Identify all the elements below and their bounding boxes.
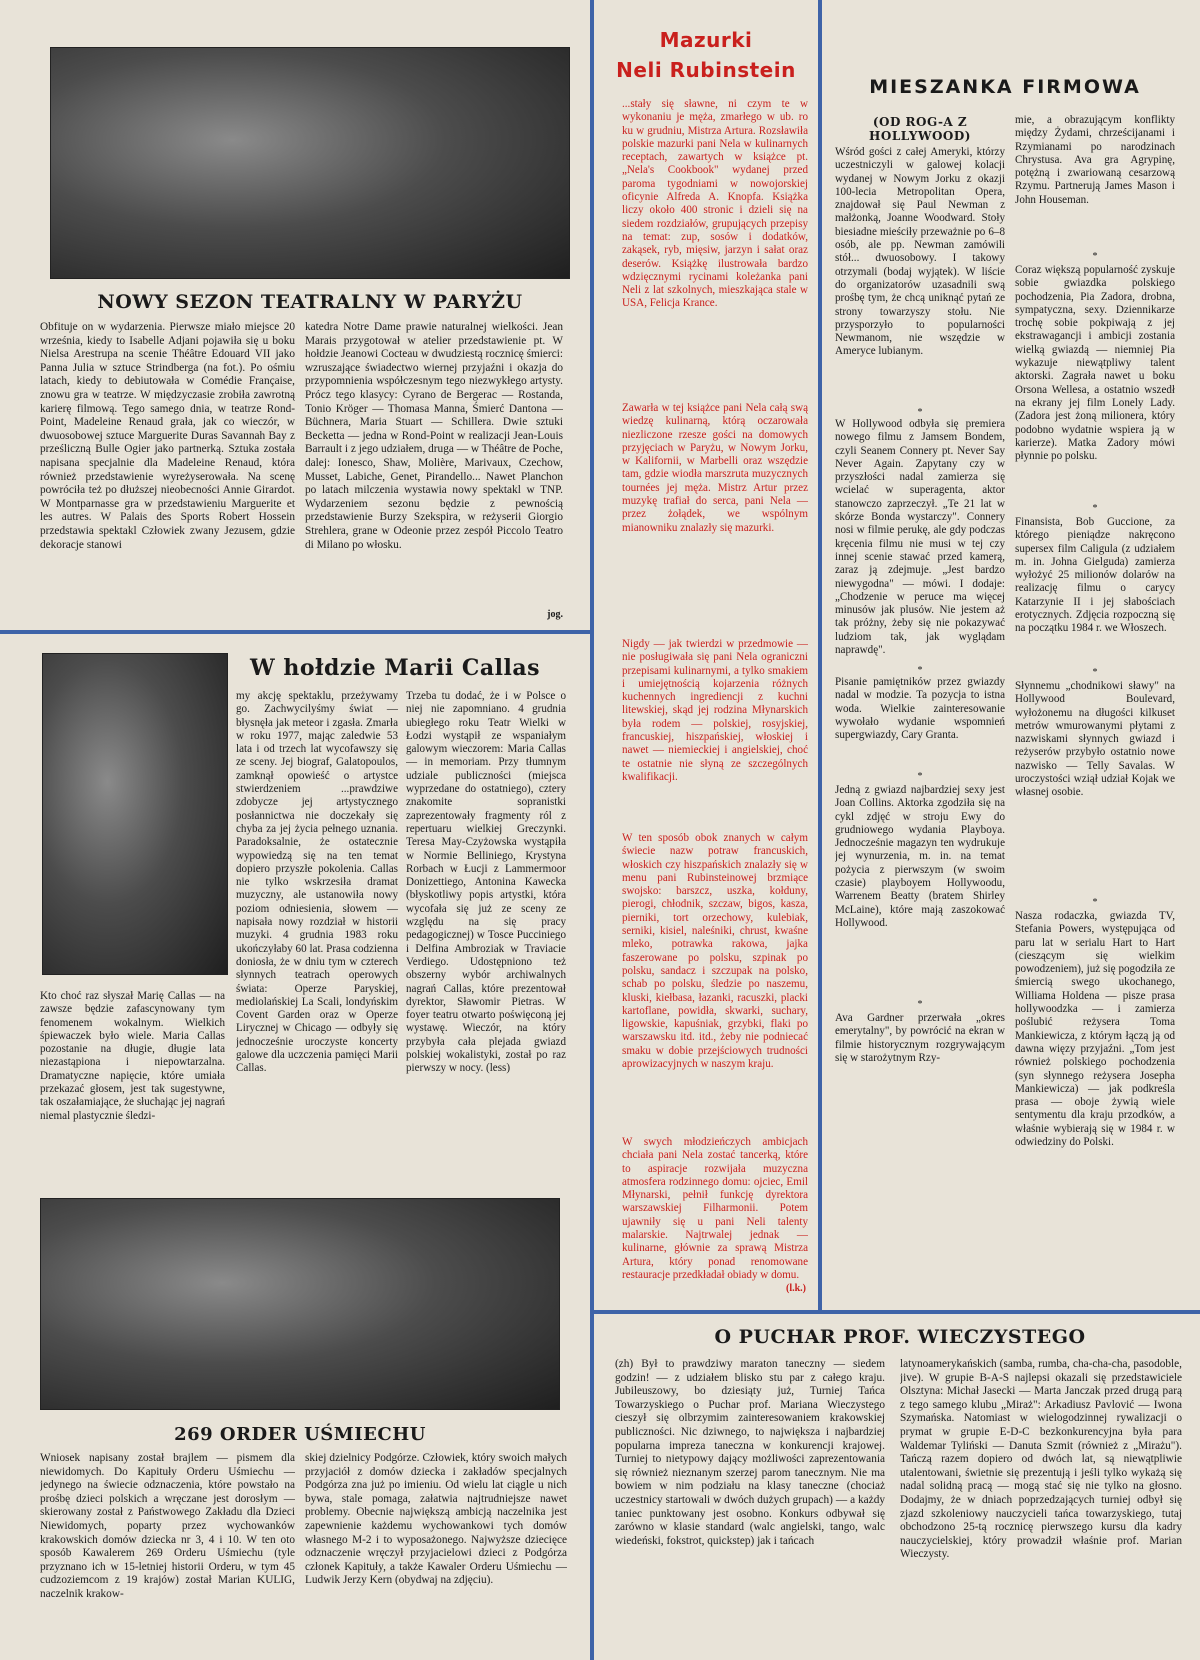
mieszanka-column-2e: Nasza rodaczka, gwiazda TV, Stefania Powers, występująca od paru lat w serialu Hart to Hart (cieszącym się wielkim powodzeniem), już się pogodziła ze śmiercią swego ukochanego, Williama Holdena — pisze prasa hollywoodzka — i zamierza poślubić reżysera Toma Mankiewicza, z którym łączą ją od dawna więzy przyjaźni. „Tom jest również polskiego pochodzenia (syn słynnego reżysera Josepha Mankiewicza) — jak podkreśla prasa — oboje żywią wiele sentymentu dla kraju przodków, a właśnie wybierają się w 1984 r. w odwiedziny do Polski.	[1015, 910, 1175, 1149]
rule-horizontal-mid	[0, 630, 592, 634]
theatre-signature: jog.	[547, 609, 563, 620]
mieszanka-separator-7: *	[1092, 667, 1098, 678]
mieszanka-subhead: (OD ROG-A Z HOLLYWOOD)	[869, 115, 971, 143]
puchar-column-2: latynoamerykańskich (samba, rumba, cha-cha-cha, pasodoble, jive). W grupie B-A-S najlepsi okazali się przedstawiciele Olsztyna: Michał Jasecki — Marta Janczak przed drugą parą z tego samego klubu „Miraż": Arkadiusz Pavlović — Iwona Szymańska. Natomiast w wielogodzinnej rywalizacji o prymat w grupie E-D-C bezkonkurencyjna była para Waldemar Tyliński — Danuta Szmit (również z „Mirażu"). Tańczą razem dopiero od dwóch lat, są niewątpliwie utalentowani, świetnie się prezentują i jeśli tylko wykażą się nadal solidną pracą — mogą stać się nie tylko na głosno. Dodajmy, że w dniach poprzedzających turniej odbył się zjazd szkoleniowy nauczycieli tańca towarzyskiego, tutaj obchodzono 25-tą rocznicę pierwszego kursu dla kadry nauczycielskiej, który prowadził właśnie prof. Marian Wieczysty.	[900, 1358, 1182, 1561]
mieszanka-headline: MIESZANKA FIRMOWA	[869, 76, 1141, 98]
mazurki-text-4: W ten sposób obok znanych w całym świecie nazw potraw francuskich, włoskich czy hiszpańskich znalazły się w menu pani Rubinsteinowej brzmiące swojsko: barszcz, uszka, kołduny, pierogi, chłodnik, szczaw, bigos, kasza, pierniki, tort orzechowy, kulebiak, serniki, kisiel, naleśniki, chrust, kwaśne mleko, potrawka rakowa, jajka faszerowane po polsku, szpinak po polsku, sandacz i szczupak na polsko, schab po polsku, śledzie po naszemu, kluski, kiełbasa, łazanki, racuszki, placki kartoflane, powidła, skwarki, suchary, ligowskie, kapuśniak, grzybki, flaki po warszawsku itd. itd., żeby nie podniecać smaku w dobie przejściowych trudności aprowizacyjnych w naszym kraju.	[622, 832, 808, 1071]
mieszanka-separator-3: *	[917, 771, 923, 782]
order-photo	[40, 1198, 560, 1410]
puchar-column-1: (zh) Był to prawdziwy maraton taneczny — siedem godzin! — z udziałem blisko stu par z całego kraju. Jubileuszowy, bo dziesiąty już, Turniej Tańca Towarzyskiego o Puchar prof. Mariana Wieczystego cieszył się olbrzymim zainteresowaniem krakowskiej publiczności. Nic dziwnego, to największa i najbardziej popularna impreza taneczna w konkurencji krajowej. Turniej to nietypowy dający możliwości zaprezentowania się również nieznanym szerzej parom tanecznym. Nie ma bowiem w nim podziału na klasy taneczne (chociaż uczestnicy startowali w dwóch dużych grupach) — a każdy taniec punktowany jest osobno. Konkurs odbywał się zarówno w klasie standard (walc angielski, tango, walc wiedeński, fokstrot, quickstep) jak i tańcach	[615, 1358, 885, 1547]
mazurki-text-3: Nigdy — jak twierdzi w przedmowie — nie posługiwała się pani Nela ograniczni przepisami kulinarnymi, a tylko smakiem i umiejętnością kojarzenia różnych kuchennych ingrediencji z kuchni litewskiej, skąd jej rodzina Młynarskich była rodem — polskiej, rosyjskiej, francuskiej, hiszpańskiej, włoskiej i nawet — niemieckiej i angielskiej, choć te ostatnie nie słyną ze szczególnych kwalifikacji.	[622, 638, 808, 783]
mazurki-signature: (l.k.)	[786, 1283, 806, 1294]
mieszanka-column-2: mie, a obrazującym konflikty między Żydami, chrześcijanami i Rzymianami po narodzinach Chrystusa. Ava gra Agrypinę, potężną i zwariowaną cesarzową Rzymu. Partnerują James Mason i John Houseman.	[1015, 114, 1175, 206]
mieszanka-column-1b: W Hollywood odbyła się premiera nowego filmu z Jamsem Bondem, czyli Seanem Connery pt. Never Say Never Again. Zapytany czy w przyszłości nadal zamierza się wcielać w superagenta, aktor stanowczo zaprzeczył. „Te 21 lat w skórze Bonda wystarczy". Connery nosi w filmie perukę, ale gdy podczas kręcenia filmu nie musi w tej czy innej scenie stawać przed kamerą, zaraz ją zdejmuje. „Jest bardzo niewygodna" — mówi. I dodaje: „Chodzenie w peruce ma więcej minusów jak plusów. Nie jestem aż tak próżny, żeby się nie pokazywać ludziom tak, jak wyglądam naprawdę".	[835, 418, 1005, 657]
theatre-column-2: katedra Notre Dame prawie naturalnej wielkości. Jean Marais przygotował w atelier przedstawienie pt. W hołdzie Jeanowi Cocteau w dwudziestą rocznicę śmierci: wzruszające świadectwo wiernej przyjaźni i okazja do przypomnienia współczesnym tego niezwykłego artysty. Prócz tego klasycy: Cyrano de Bergerac — Rostanda, Tonio Kröger — Thomasa Manna, Śmierć Dantona — Büchnera, Maria Stuart — Schillera. Dwie sztuki Becketta — jedna w Rond-Point w realizacji Jean-Louis Barrault i z jego udziałem, druga — w Théâtre de Poche, dalej: Ionesco, Shaw, Molière, Marivaux, Czechow, Musset, Labiche, Genet, Pirandello... Nawet Planchon po latach milczenia wystawia nowy spektakl w TNP. Wydarzeniem sezonu będzie z pewnością przedstawienie Burzy Szekspira, w reżyserii Giorgio Strehlera, grane w Odeonie przez zespół Piccolo Teatro di Milano po włosku.	[305, 321, 563, 551]
mieszanka-separator-2: *	[917, 665, 923, 676]
callas-column-3: Trzeba tu dodać, że i w Polsce o niej nie zapomniano. 4 grudnia ubiegłego roku Teatr Wielki w Łodzi wystąpił ze wspaniałym galowym wieczorem: Maria Callas — in memoriam. Przy tłumnym udziale publiczności (miejsca wyprzedane do ostatniego), cztery znakomite sopranistki zaprezentowały fragmenty ról z repertuaru wielkiej Greczynki. Teresa May-Czyżowska wystąpiła w Normie Belliniego, Krystyna Rorbach w Łucji z Lammermoor Donizettiego, Antonina Kawecka (błyskotliwy popis artystki, która wycofała się już ze sceny ze względu na się pracy pedagogicznej) w Tosce Pucciniego i Delfina Ambroziak w Traviacie Verdiego. Udostępniono też obszerny wybór archiwalnych nagrań Callas, które prezentował dyrektor, Sławomir Pietras. W foyer teatru otwarto poświęconą jej wystawę. Wieczór, na który przybyła cała plejada gwiazd polskiej wokalistyki, został po raz pierwszy w nocy. (less)	[406, 690, 566, 1075]
mieszanka-column-1e: Ava Gardner przerwała „okres emerytalny", by powrócić na ekran w filmie historycznym rozgrywającym się w starożytnym Rzy-	[835, 1012, 1005, 1064]
rule-horizontal-right	[594, 1310, 1200, 1314]
callas-column-2: my akcję spektaklu, przeżywamy go. Zachwycilyśmy świat — błysnęła jak meteor i zgasła. Zmarła w roku 1977, mając zaledwie 53 lata i od trzech lat wycofawszy się ze sceny. Jej biograf, Galatopoulos, zamknął opowieść o artystce stwierdzeniem ...prawdziwe zdobycze jej artystycznego posłannictwa nie doczekały się chyba za jej życia pełnego uznania. Paradoksalnie, że ostatecznie wypowiedzą się na ten temat dopiero przyszłe pokolenia. Callas nie tylko wskrzesiła dramat muzyczny, ale ustanowiła nowy poziom odniesienia, słowem — napisała nowy rozdział w historii muzyki. 4 grudnia 1983 roku ukończyłaby 60 lat. Prasa codzienna doniosła, że w dniu tym w czterech słynnych teatrach operowych świata: Operze Paryskiej, mediolańskiej La Scali, londyńskim Covent Garden oraz w Operze Lirycznej w Chicago — odbyły się jednocześnie uroczyste koncerty galowe dla uczczenia pamięci Marii Callas.	[236, 690, 398, 1075]
mieszanka-column-1d: Jedną z gwiazd najbardziej sexy jest Joan Collins. Aktorka zgodziła się na cykl zdjęć w stroju Ewy do grudniowego wydania Playboya. Jednocześnie magazyn ten wydrukuje jej wynurzenia, m. in. na temat pożycia z pierwszym (w swoim czasie) playboyem Hollywoodu, Warrenem Beatty (bratem Shirley McLaine), które mają zaszokować Hollywood.	[835, 784, 1005, 929]
order-column-1: Wniosek napisany został brajlem — pismem dla niewidomych. Do Kapituły Orderu Uśmiechu — jedynego na świecie odznaczenia, które powstało na prośbę dzieci polskich a wręczane jest dorosłym — skierowany został z Państwowego Zakładu dla Dzieci Niewidomych, poparty przez wychowanków krakowskich domów dziecka nr 3, 4 i 10. W ten oto sposób Kawalerem 269 Orderu Uśmiechu (tyle przyznano ich w 15-letniej historii Orderu, w tym 45 cudzoziemcom z 19 krajów) został Marian KULIG, naczelnik krakow-	[40, 1452, 295, 1600]
mieszanka-separator-4: *	[917, 999, 923, 1010]
order-column-2: skiej dzielnicy Podgórze. Człowiek, który swoich małych przyjaciół z domów dziecka i zakładów specjalnych Podgórza zna już po imieniu. Od wielu lat ciągle u nich bywa, stale pomaga, załatwia najtrudniejsze nawet problemy. Obecnie największą ambicją naczelnika jest zapewnienie każdemu wychowankowi tych domów własnego M-2 i to wyposażonego. Najwyższe dziecięce odznaczenie wręczył przyjacielowi dzieci z Podgórza członek Kapituły, a także Kawaler Orderu Uśmiechu — Ludwik Jerzy Kern (obydwaj na zdjęciu).	[305, 1452, 567, 1587]
callas-headline: W hołdzie Marii Callas	[249, 655, 541, 681]
mieszanka-column-2d: Słynnemu „chodnikowi sławy" na Hollywood Boulevard, wyłożonemu na długości kilkuset metrów wmurowanymi płytami z nazwiskami słynnych gwiazd i reżyserów przybyło ostatnio nowe nazwisko — Telly Savalas. W uroczystości wziął udział Kojak we własnej osobie.	[1015, 680, 1175, 799]
mieszanka-column-2b: Coraz większą popularność zyskuje sobie gwiazdka polskiego pochodzenia, Pia Zadora, drobna, sympatyczna, sexy. Dziennikarze trochę sobie pokpiwają z jej ekstrawagancji i ambicji zostania wielką gwiazdą — niemniej Pia wykazuje niewątpliwy talent aktorski. Zagrała nawet u boku Orsona Wellesa, a ostatnio wszedł na ekrany jej film Lonely Lady. (Zadora jest żoną milionera, który podobno wydatnie wspiera ją w karierze). Matka Zadory mówi płynnie po polsku.	[1015, 264, 1175, 463]
callas-column-1: Kto choć raz słyszał Marię Callas — na zawsze będzie zafascynowany tym fenomenem wokalnym. Wielkich śpiewaczek było wiele. Maria Callas pozostanie na długie, długie lata niezastąpiona i niepowtarzalna. Dramatyczne napięcie, które umiała przekazać głosem, jest tak sugestywne, tak oszałamiające, że słuchając jej nagrań niemal plastycznie śledzi-	[40, 990, 225, 1122]
mazurki-headline-1: Mazurki	[659, 28, 753, 52]
order-headline: 269 ORDER UŚMIECHU	[174, 1424, 426, 1445]
mieszanka-separator-6: *	[1092, 503, 1098, 514]
theatre-headline: NOWY SEZON TEATRALNY W PARYŻU	[97, 291, 523, 313]
mieszanka-column-1: Wśród gości z całej Ameryki, którzy uczestniczyli w galowej kolacji wydanej w Nowym Jorku z okazji 100-lecia Metropolitan Opera, znajdował się Paul Newman z małżonką, Joanne Woodward. Stoły biesiadne mieściły przeważnie po 6–8 osób, ale pp. Newman zamówili stół... dwuosobowy. I takowy otrzymali (bodaj wyjątek). W liście do organizatorów uzasadnili swą prośbę tym, że chcą uniknąć pytań ze strony towarzyszy stołu. Nie przysporzyło to popularności Newmanom, nie wszędzie w Ameryce lubianym.	[835, 146, 1005, 358]
theatre-column-1: Obfituje on w wydarzenia. Pierwsze miało miejsce 20 września, kiedy to Isabelle Adjani pojawiła się u boku Nielsa Arestrupa na scenie Théâtre Edouard VII jako Panna Julia w sztuce Strindberga (na fot.). Po ośmiu latach, kiedy to debiutowała w Comédie Française, znowu gra w teatrze. W międzyczasie zrobiła zawrotną karierę filmową. Tego samego dnia, w teatrze Rond-Point, Madeleine Renaud grała, jak co wieczór, w dwuosobowej sztuce Marguerite Duras Savannah Bay z prześliczną Bulle Ogier jako partnerką. Sztuka została napisana specjalnie dla Madeleine Renaud, która również przedstawienie wyreżyserowała. Na scenę powróciła też po dłuższej nieobecności Annie Girardot. W Montparnasse gra w przedstawieniu Marguerite et les autres. W Palais des Sports Robert Hossein przedstawia spektakl Człowiek zwany Jezusem, gdzie dekoracje stanowi	[40, 321, 295, 551]
mieszanka-column-1c: Pisanie pamiętników przez gwiazdy nadal w modzie. Ta pozycja to istna woda. Wielkie zainteresowanie wywołało wydanie wspomnień supergwiazdy, Cary Granta.	[835, 676, 1005, 742]
rule-vertical-right	[818, 0, 822, 1310]
mazurki-text-1: ...stały się sławne, ni czym te w wykonaniu je męża, zmarłego w ub. ro ku w grudniu, Mistrza Artura. Rozsławiła polskie mazurki pani Nela w kulinarnych receptach, zawartych w książce pt. „Nela's Cookbook" wydanej przed paroma tygodniami w nowojorskiej oficynie Alfreda A. Knopfa. Książka liczy około 400 stronic i dzieli się na siedem rozdziałów, grupujących przepisy na temat: zup, sosów i dodatków, zakąsek, ryb, mięsiw, jarzyn i sałat oraz deserów. Książkę ilustrowała bardzo wdzięcznymi rycinami koleżanka pani Neli z lat szkolnych, mieszkająca stale w USA, Felicja Krance.	[622, 98, 808, 310]
mieszanka-separator-1: *	[917, 407, 923, 418]
mazurki-text-5: W swych młodzieńczych ambicjach chciała pani Nela zostać tancerką, które to aspiracje rozwijała muzyczna atmosfera rodzinnego domu: ojciec, Emil Młynarski, pełnił funkcję dyrektora warszawskiej Filharmonii. Potem ujawniły się u pani Neli talenty malarskie. Najtrwalej jednak — kulinarne, głównie za sprawą Mistrza Artura, który ponad renomowane restauracje przedkładał obiady w domu.	[622, 1136, 808, 1281]
rule-vertical-left	[590, 0, 594, 1232]
callas-photo	[42, 653, 228, 975]
mieszanka-separator-8: *	[1092, 897, 1098, 908]
mieszanka-column-2c: Finansista, Bob Guccione, za którego pieniądze nakręcono supersex film Caligula (z udziałem m. in. Johna Gielguda) zamierza wyłożyć 25 milionów dolarów na realizację filmu o carycy Katarzynie II i jej słabościach erotycznych. Zdjęcia rozpoczną się na początku 1984 r. we Włoszech.	[1015, 516, 1175, 635]
mazurki-text-2: Zawarła w tej książce pani Nela całą swą wiedzę kulinarną, którą oczarowała niezliczone rzesze gości na domowych przyjęciach w Paryżu, w Nowym Jorku, w Kalifornii, w Marbelli oraz wszędzie tam, gdzie wiodła marszruta muzycznych tournées jej męża. Mistrz Artur przez muzykę trafiał do serca, pani Nela — przez żołądek, we wspólnym mianowniku znalazły się mazurki.	[622, 402, 808, 534]
rule-vertical-bottom	[590, 1232, 594, 1660]
mieszanka-separator-5: *	[1092, 251, 1098, 262]
theatre-photo	[50, 47, 570, 279]
mazurki-headline-2: Neli Rubinstein	[616, 58, 796, 82]
puchar-headline: O PUCHAR PROF. WIECZYSTEGO	[714, 1326, 1086, 1348]
